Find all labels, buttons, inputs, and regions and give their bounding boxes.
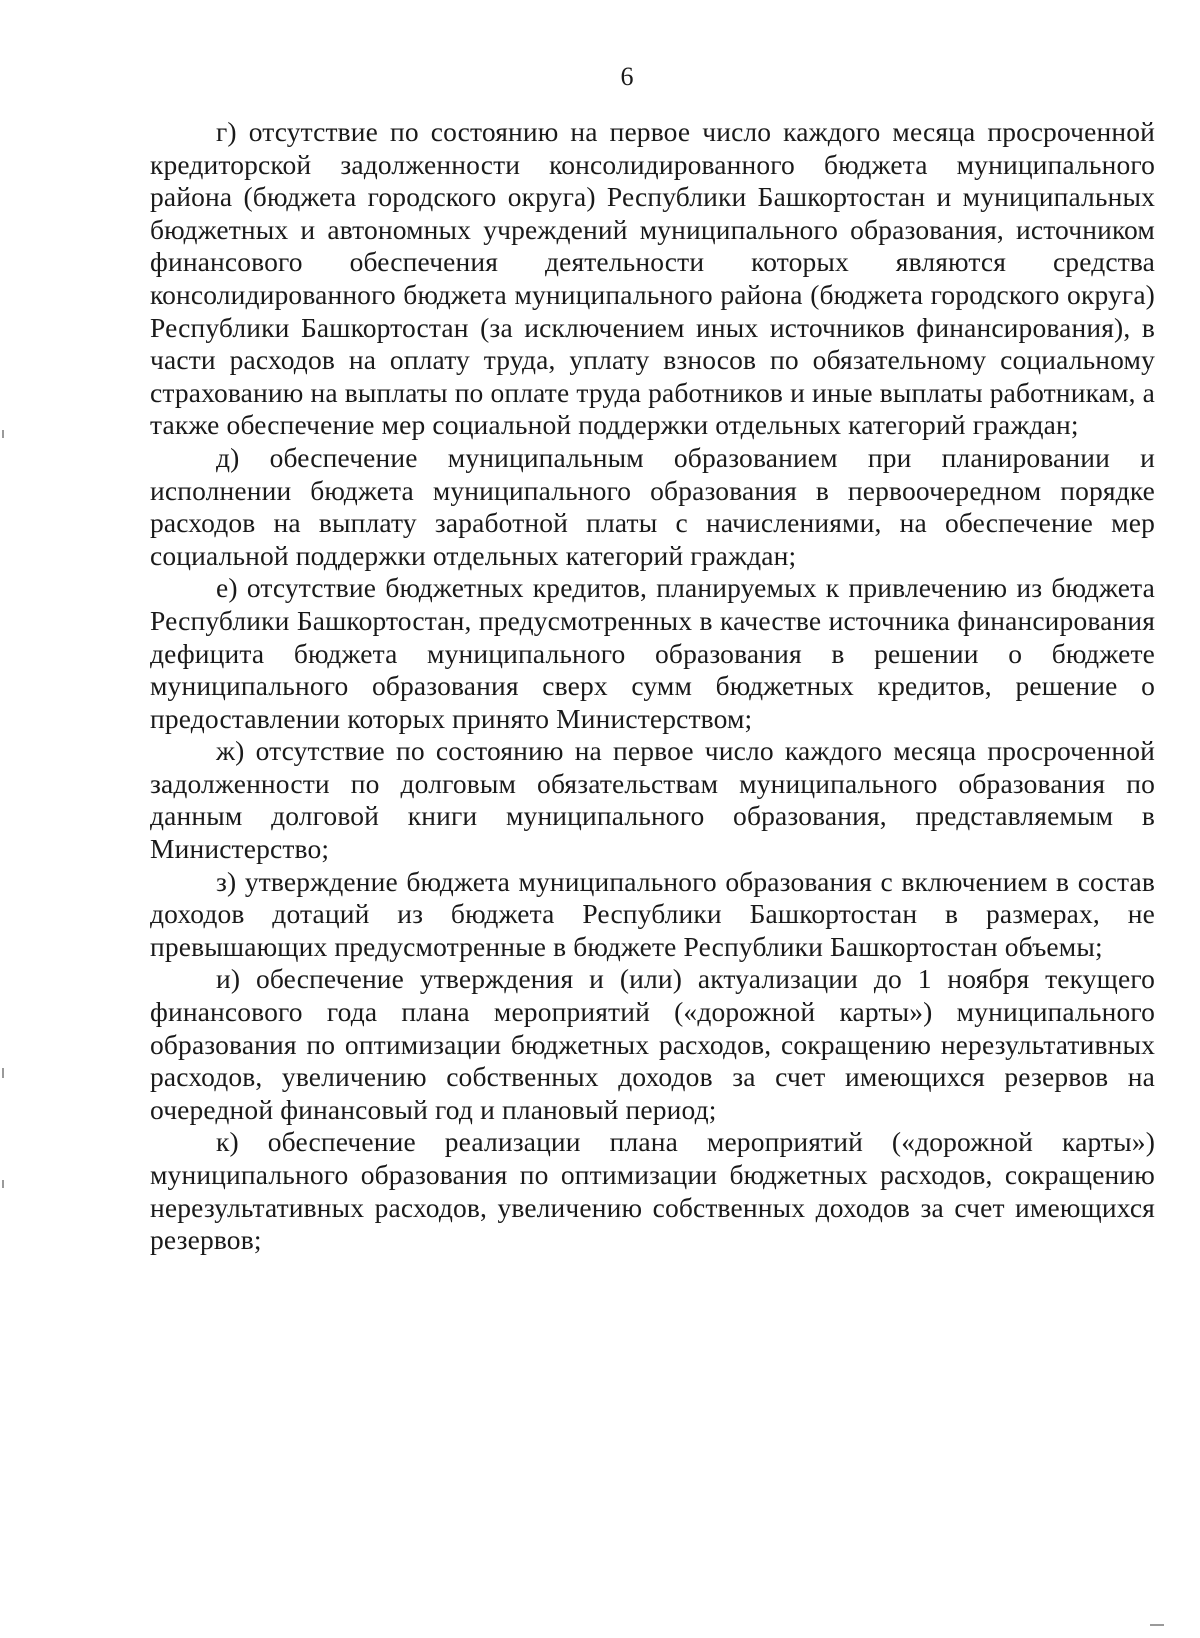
scan-artifact-mark <box>2 430 4 438</box>
paragraph-z: з) утверждение бюджета муниципального образования с включением в состав доходов дотаций из бюджета Республики Башкортостан в размерах, не превышающих предусмотренные в бюджете Республики Башкортостан объемы; <box>150 865 1155 962</box>
paragraph-d: д) обеспечение муниципальным образованием при планировании и исполнении бюджета муниципального образования в первоочередном порядке расходов на выплату заработной платы с начислениями, на обеспечение мер социальной поддержки отдельных категорий граждан; <box>150 441 1155 571</box>
scan-artifact-mark <box>2 1068 4 1078</box>
paragraph-zh: ж) отсутствие по состоянию на первое число каждого месяца просроченной задолженности по долговым обязательствам муниципального образования по данным долговой книги муниципального образования, представляемым в Министерство; <box>150 735 1155 865</box>
paragraph-i: и) обеспечение утверждения и (или) актуализации до 1 ноября текущего финансового года плана мероприятий («дорожной карты») муниципального образования по оптимизации бюджетных расходов, сокращению нерезультативных расходов, увеличению собственных доходов за счет имеющихся резервов на очередной финансовый год и плановый период; <box>150 963 1155 1125</box>
paragraph-k: к) обеспечение реализации плана мероприятий («дорожной карты») муниципального образования по оптимизации бюджетных расходов, сокращению нерезультативных расходов, увеличению собственных доходов за счет имеющихся резервов; <box>150 1126 1155 1256</box>
scan-artifact-mark <box>1150 1624 1164 1626</box>
document-body <box>150 116 1155 1257</box>
paragraph-g: г) отсутствие по состоянию на первое число каждого месяца просроченной кредиторской задолженности консолидированного бюджета муниципального района (бюджета городского округа) Республики Башкортостан и муниципальных бюджетных и автономных учреждений муниципального образования, источником финансового обеспечения деятельности которых являются средства консолидированного бюджета муниципального района (бюджета городского округа) Республики Башкортостан (за исключением иных источников финансирования), в части расходов на оплату труда, уплату взносов по обязательному социальному страхованию на выплаты по оплате труда работников и иные выплаты работникам, а также обеспечение мер социальной поддержки отдельных категорий граждан; <box>150 116 1155 441</box>
page-number: 6 <box>620 62 634 91</box>
scan-artifact-mark <box>2 1180 4 1188</box>
paragraph-e: е) отсутствие бюджетных кредитов, планируемых к привлечению из бюджета Республики Башкортостан, предусмотренных в качестве источника финансирования дефицита бюджета муниципального образования в решении о бюджете муниципального образования сверх сумм бюджетных кредитов, решение о предоставлении которых принято Министерством; <box>150 572 1155 734</box>
